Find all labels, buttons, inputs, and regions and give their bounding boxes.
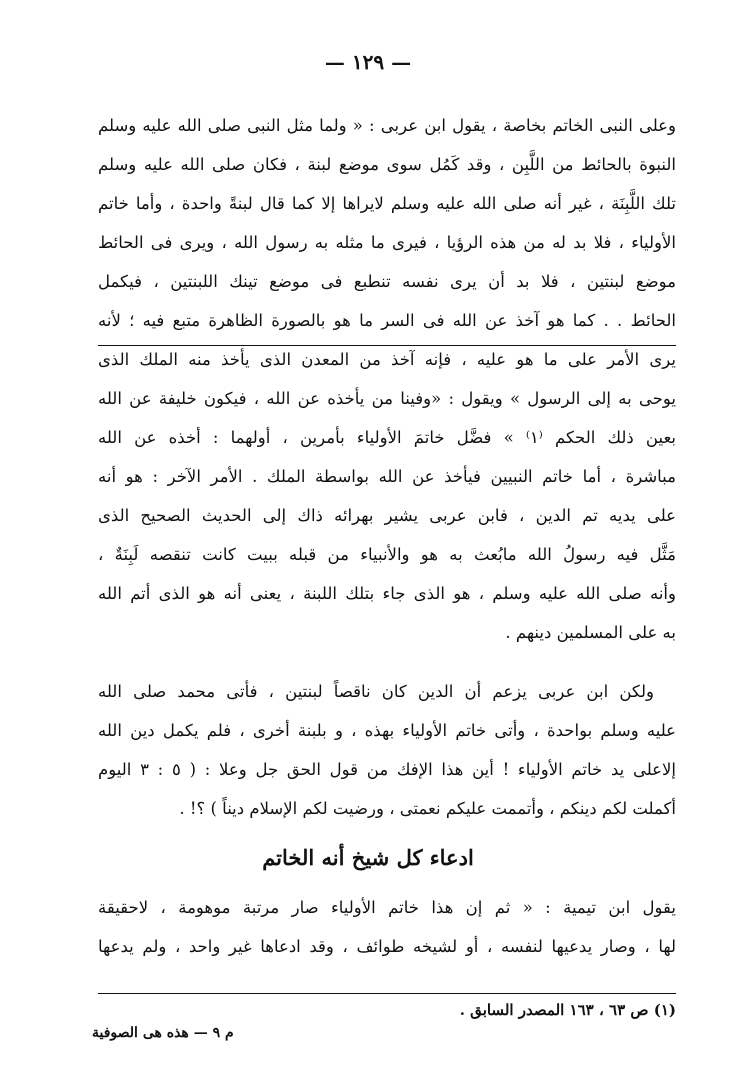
text-line: به على المسلمين دينهم . — [505, 623, 676, 642]
text-line: النبوة بالحائط من اللَّبِن ، وقد كَمُل سوى موضع لبنة ، فكان صلى الله عليه وسلم — [98, 155, 676, 174]
text-line: الحائط . . كما هو آخذ عن الله فى السر ما هو بالصورة الظاهرة متبع فيه ؛ لأنه — [98, 311, 676, 330]
text-line: لها ، وصار يدعيها لنفسه ، أو لشيخه طوائف ، وقد ادعاها غير واحد ، ولم يدعها — [98, 937, 676, 956]
text-line: بعين ذلك الحكم ⁽١⁾ » فضَّل خاتمَ الأولياء بأمرين ، أولهما : أخذه عن الله — [98, 428, 676, 447]
text-line: يقول ابن تيمية : « ثم إن هذا خاتم الأولياء صار مرتبة موهومة ، لاحقيقة — [98, 898, 676, 917]
text-line: إلاعلى يد خاتم الأولياء ! أين هذا الإفك من قول الحق جل وعلا : ( ٥ : ٣ اليوم — [98, 760, 676, 779]
text-line: الأولياء ، فلا بد له من هذه الرؤيا ، فيرى ما مثله به رسول الله ، ويرى فى الحائط — [98, 233, 676, 252]
text-line: ولكن ابن عربى يزعم أن الدين كان ناقصاً لبنتين ، فأتى محمد صلى الله — [98, 682, 654, 701]
text-line: عليه وسلم بواحدة ، وأتى خاتم الأولياء بهذه ، و بلبنة أخرى ، فلم يكمل دين الله — [98, 721, 676, 740]
footnote: (١) ص ٦٣ ، ١٦٣ المصدر السابق . — [459, 1001, 676, 1019]
text-line: مَثَّل فيه رسولُ الله مابُعث به هو والأنبياء من قبله ببيت كانت تنقصه لَبِنَةٌ ، — [98, 545, 676, 564]
text-line: وأنه صلى الله عليه وسلم ، هو الذى جاء بتلك اللبنة ، يعنى أنه هو الذى أتم الله — [98, 584, 676, 603]
text-line: موضع لبنتين ، فلا بد أن يرى نفسه تنطبع فى موضع تينك اللبنتين ، فيكمل — [98, 272, 676, 291]
text-line: يوحى به إلى الرسول » ويقول : «وفينا من يأخذه عن الله ، فيكون خليفة عن الله — [98, 389, 676, 408]
signature-mark: م ٩ — هذه هى الصوفية — [92, 1025, 234, 1041]
text-line: أكملت لكم دينكم ، وأتممت عليكم نعمتى ، ورضيت لكم الإسلام ديناً ) ؟! . — [179, 799, 676, 818]
text-line: على يديه تم الدين ، فابن عربى يشير بهرائه ذاك إلى الحديث الصحيح الذى — [98, 506, 676, 525]
text-line: مباشرة ، أما خاتم النبيين فيأخذ عن الله بواسطة الملك . الأمر الآخر : هو أنه — [98, 467, 676, 486]
text-line: يرى الأمر على ما هو عليه ، فإنه آخذ من المعدن الذى يأخذ منه الملك الذى — [98, 350, 676, 369]
paragraph-ibn-arabi-quote — [98, 106, 676, 652]
text-line: وعلى النبى الخاتم بخاصة ، يقول ابن عربى : « ولما مثل النبى صلى الله عليه وسلم — [98, 116, 676, 135]
underline-rule — [98, 345, 676, 346]
paragraph-rebuttal — [98, 672, 676, 828]
footnote-rule — [98, 993, 676, 994]
page-number: — ١٢٩ — — [324, 50, 412, 74]
section-heading: ادعاء كل شيخ أنه الخاتم — [262, 845, 474, 870]
paragraph-ibn-taymiyya-quote — [98, 888, 676, 966]
text-line: تلك اللَّبِنَة ، غير أنه صلى الله عليه وسلم لايراها إلا كما قال لبنةً واحدة ، وأما خاتم — [98, 194, 676, 213]
